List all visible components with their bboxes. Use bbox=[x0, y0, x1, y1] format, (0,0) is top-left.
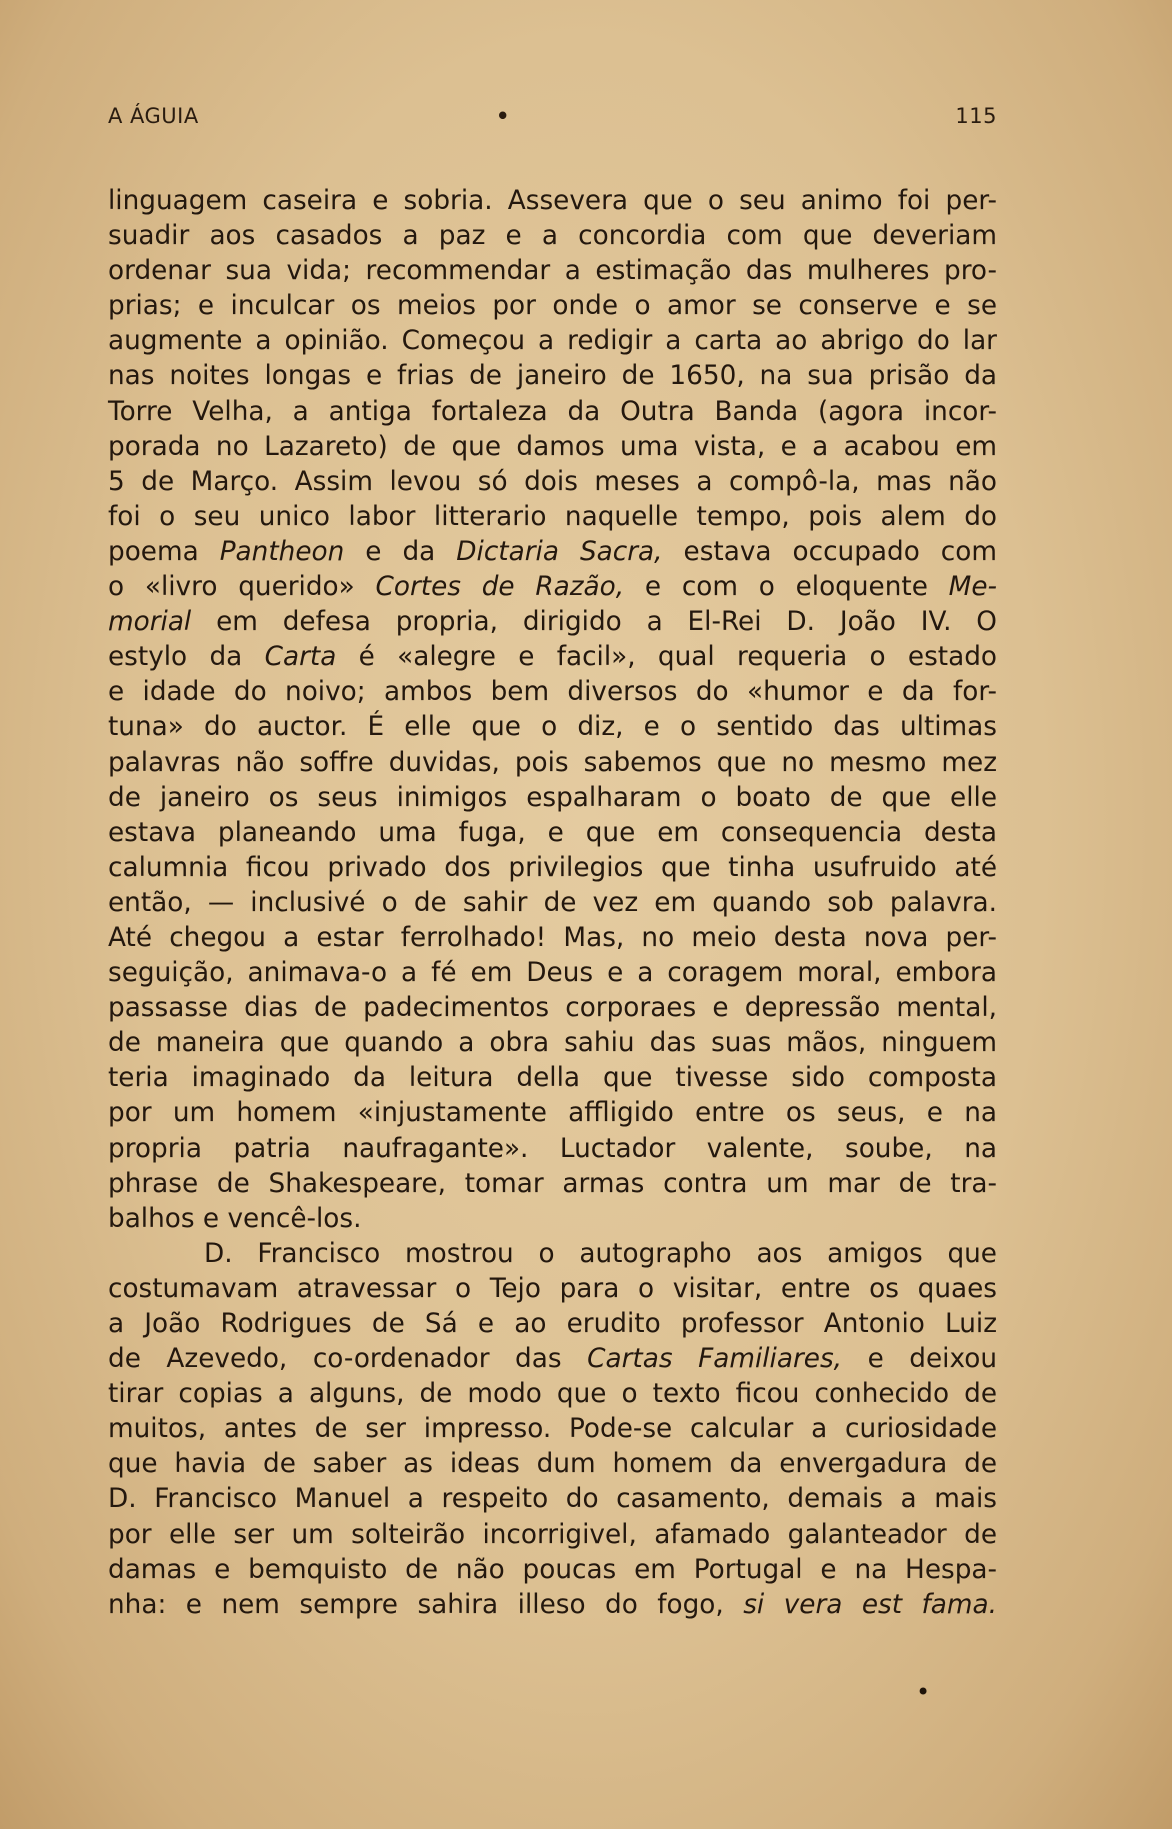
text-line: linguagem caseira e sobria. Assevera que o seu animo foi per- bbox=[108, 186, 997, 216]
text-line bbox=[108, 570, 997, 605]
running-title: A ÁGUIA bbox=[108, 104, 199, 128]
text-line: passasse dias de padecimentos corporaes e depressão mental, bbox=[108, 993, 997, 1024]
end-ornament: • bbox=[916, 1678, 931, 1706]
page-number: 115 bbox=[955, 104, 997, 128]
text-line: propria patria naufragante». Luctador valente, soube, na bbox=[108, 1133, 997, 1164]
text-segment: e com o eloquente bbox=[624, 572, 949, 603]
text-line bbox=[108, 640, 997, 675]
text-line: phrase de Shakespeare, tomar armas contra um mar de tra- bbox=[108, 1168, 997, 1199]
text-line: muitos, antes de ser impresso. Pode-se calcular a curiosidade bbox=[108, 1414, 997, 1445]
italic-title: Cortes de Razão, bbox=[375, 572, 625, 603]
text-line: então, — inclusivé o de sahir de vez em quando sob palavra. bbox=[108, 887, 997, 918]
text-segment: é «alegre e facil», qual requeria o estado bbox=[336, 642, 997, 673]
text-line: augmente a opinião. Começou a redigir a carta ao abrigo do lar bbox=[108, 326, 997, 357]
text-line: palavras não soffre duvidas, pois sabemos que no mesmo mez bbox=[108, 747, 997, 778]
text-line: calumnia ficou privado dos privilegios que tinha usufruido até bbox=[108, 852, 997, 883]
text-line: suadir aos casados a paz e a concordia com que deveriam bbox=[108, 221, 997, 252]
italic-title: Dictaria Sacra, bbox=[456, 536, 663, 567]
text-segment: e da bbox=[344, 536, 457, 567]
italic-title: Carta bbox=[264, 642, 337, 673]
italic-title: Me- bbox=[948, 572, 997, 603]
text-line: Torre Velha, a antiga fortaleza da Outra Banda (agora incor- bbox=[108, 396, 997, 427]
text-line: tuna» do auctor. É elle que o diz, e o sentido das ultimas bbox=[108, 712, 997, 743]
text-line: costumavam atravessar o Tejo para o visitar, entre os quaes bbox=[108, 1273, 997, 1304]
text-line: de maneira que quando a obra sahiu das suas mãos, ninguem bbox=[108, 1028, 997, 1059]
text-line: seguição, animava-o a fé em Deus e a coragem moral, embora bbox=[108, 958, 997, 989]
text-line: que havia de saber as ideas dum homem da envergadura de bbox=[108, 1449, 997, 1480]
text-line: estava planeando uma fuga, e que em consequencia desta bbox=[108, 817, 997, 848]
text-line: D. Francisco Manuel a respeito do casamento, demais a mais bbox=[108, 1484, 997, 1515]
text-line: ordenar sua vida; recommendar a estimação das mulheres pro- bbox=[108, 256, 997, 287]
text-line: e idade do noivo; ambos bem diversos do «humor e da for- bbox=[108, 677, 997, 708]
text-segment: estava occupado com bbox=[662, 536, 997, 567]
text-line bbox=[108, 1588, 997, 1623]
text-line: foi o seu unico labor litterario naquelle tempo, pois alem do bbox=[108, 501, 997, 532]
text-line: Até chegou a estar ferrolhado! Mas, no meio desta nova per- bbox=[108, 922, 997, 953]
text-segment: de Azevedo, co-ordenador das bbox=[108, 1344, 588, 1375]
text-line: teria imaginado da leitura della que tivesse sido composta bbox=[108, 1063, 997, 1094]
text-line bbox=[108, 535, 997, 570]
text-line bbox=[108, 605, 997, 640]
header-dot: • bbox=[496, 104, 510, 128]
text-line: 5 de Março. Assim levou só dois meses a compô-la, mas não bbox=[108, 466, 997, 497]
italic-title: morial bbox=[108, 607, 192, 638]
text-segment: poema bbox=[108, 536, 220, 567]
text-line bbox=[108, 1342, 997, 1377]
italic-title: Cartas Familiares, bbox=[587, 1344, 843, 1375]
text-line: tirar copias a alguns, de modo que o texto ficou conhecido de bbox=[108, 1379, 997, 1410]
text-line: por um homem «injustamente affligido entre os seus, e na bbox=[108, 1098, 997, 1129]
text-segment: e deixou bbox=[842, 1344, 997, 1375]
text-segment: o «livro querido» bbox=[108, 572, 376, 603]
text-line: por elle ser um solteirão incorrigivel, afamado galanteador de bbox=[108, 1519, 997, 1550]
text-line: de janeiro os seus inimigos espalharam o boato de que elle bbox=[108, 782, 997, 813]
text-line: nas noites longas e frias de janeiro de 1650, na sua prisão da bbox=[108, 361, 997, 392]
body-text bbox=[108, 184, 997, 1623]
text-segment: estylo da bbox=[108, 642, 265, 673]
text-line: balhos e vencê-los. bbox=[108, 1203, 362, 1234]
text-line: D. Francisco mostrou o autographo aos amigos que bbox=[204, 1238, 997, 1269]
text-line: prias; e inculcar os meios por onde o amor se conserve e se bbox=[108, 291, 997, 322]
text-segment: em defesa propria, dirigido a El-Rei D. João IV. O bbox=[191, 607, 997, 638]
italic-title: Pantheon bbox=[219, 536, 345, 567]
italic-quote: si vera est fama. bbox=[743, 1589, 997, 1620]
text-line: damas e bemquisto de não poucas em Portugal e na Hespa- bbox=[108, 1554, 997, 1585]
page-header bbox=[108, 104, 997, 138]
text-line: porada no Lazareto) de que damos uma vista, e a acabou em bbox=[108, 431, 997, 462]
text-line: a João Rodrigues de Sá e ao erudito professor Antonio Luiz bbox=[108, 1309, 997, 1339]
text-segment: nha: e nem sempre sahira illeso do fogo, bbox=[108, 1589, 744, 1620]
